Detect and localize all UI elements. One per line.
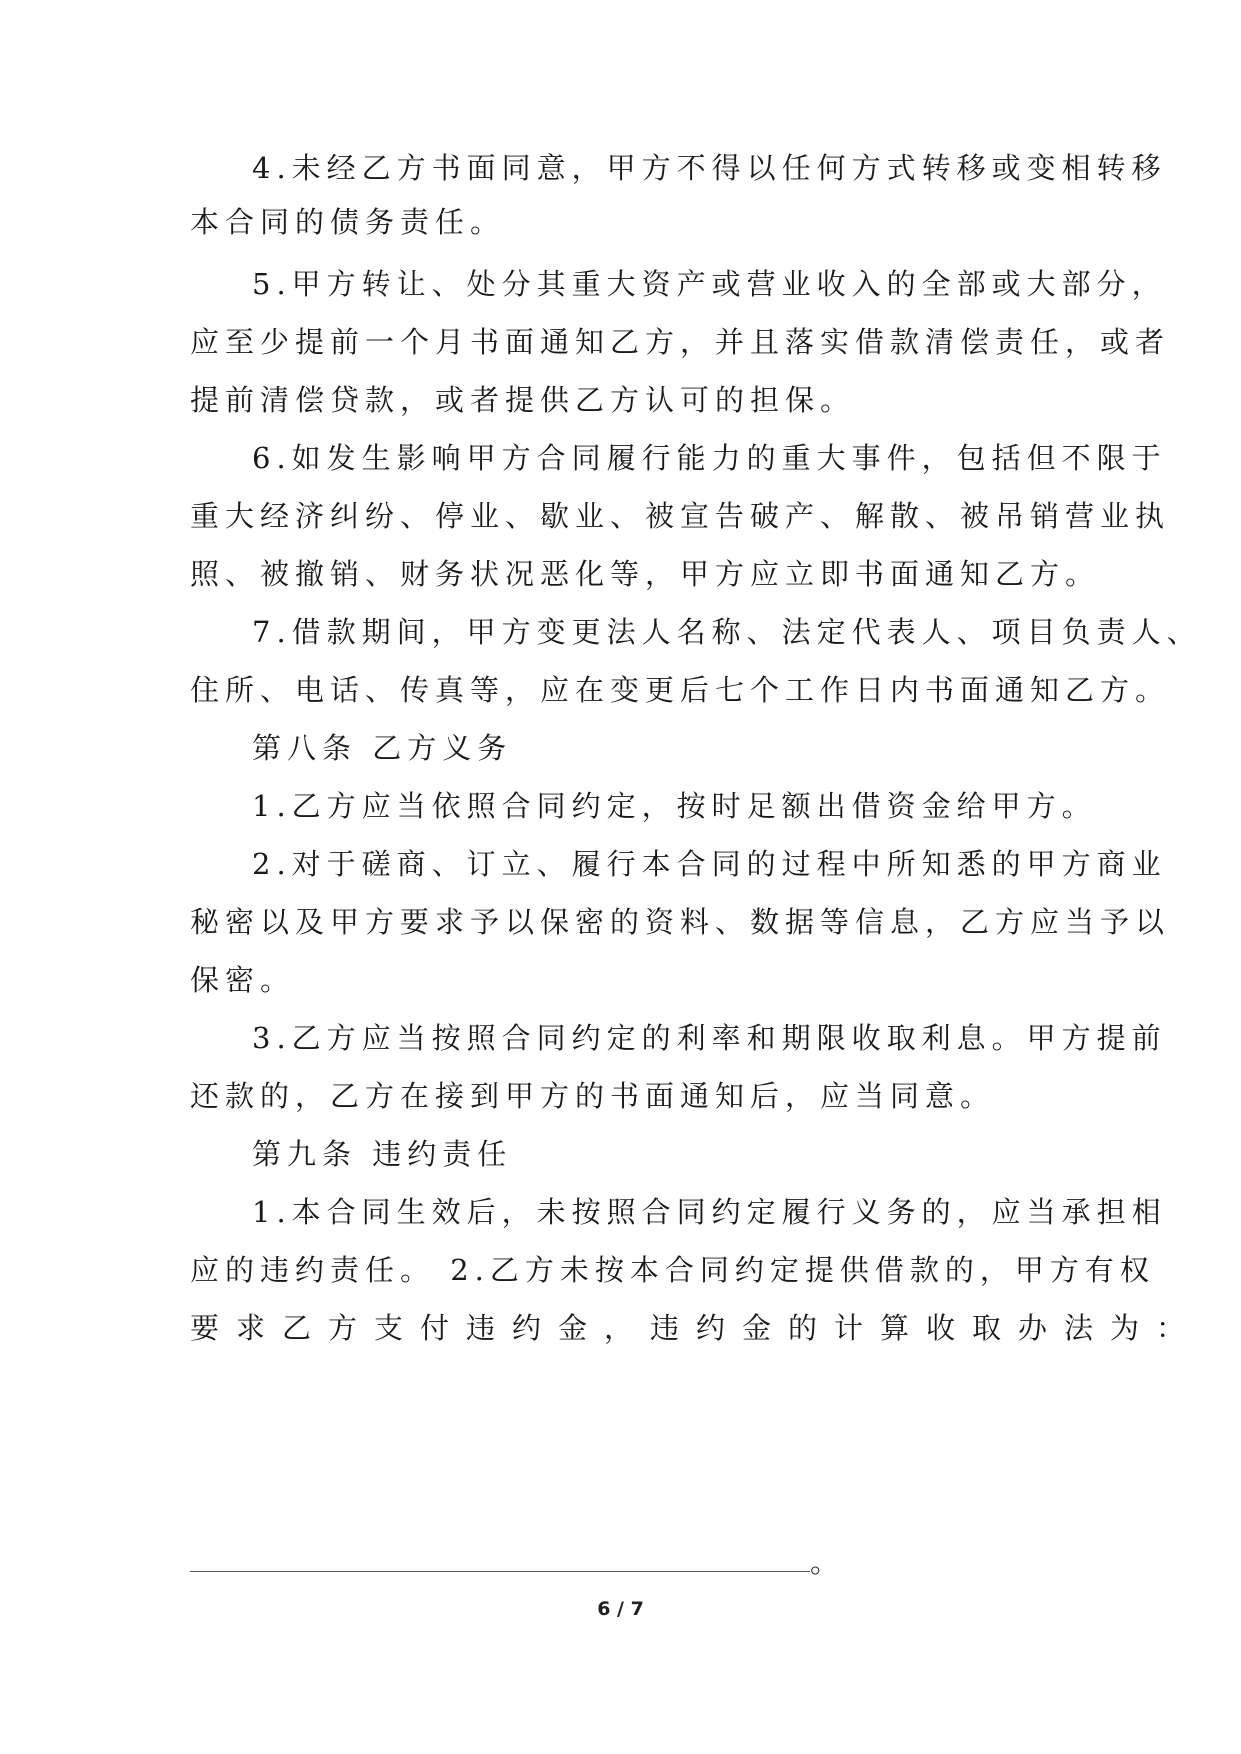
clause-7-item-5-cont-2: 提前清偿贷款，或者提供乙方认可的担保。 [190,383,856,417]
clause-7-item-4: 4.未经乙方书面同意，甲方不得以任何方式转移或变相转移 [252,151,1167,185]
fill-in-blank-line [190,1542,839,1582]
clause-7-item-6: 6.如发生影响甲方合同履行能力的重大事件，包括但不限于 [252,441,1167,475]
section-heading-article-9: 第九条 违约责任 [252,1137,513,1171]
clause-8-item-2: 2.对于磋商、订立、履行本合同的过程中所知悉的甲方商业 [252,847,1167,881]
clause-9-item-2-cont: 要求乙方支付违约金，违约金的计算收取办法为： [190,1311,1203,1345]
clause-7-item-6-cont-1: 重大经济纠纷、停业、歇业、被宣告破产、解散、被吊销营业执 [190,499,1171,533]
clause-8-item-3-cont: 还款的，乙方在接到甲方的书面通知后，应当同意。 [190,1079,996,1113]
page-number: 6 / 7 [597,1598,644,1620]
clause-7-item-7: 7.借款期间，甲方变更法人名称、法定代表人、项目负责人、 [252,615,1202,649]
clause-8-item-2-cont-1: 秘密以及甲方要求予以保密的资料、数据等信息，乙方应当予以 [190,905,1171,939]
clause-8-item-1: 1.乙方应当依照合同约定，按时足额出借资金给甲方。 [252,789,1097,823]
clause-9-item-1: 1.本合同生效后，未按照合同约定履行义务的，应当承担相 [252,1195,1167,1229]
clause-7-item-5-cont-1: 应至少提前一个月书面通知乙方，并且落实借款清偿责任，或者 [190,325,1171,359]
clause-7-item-5: 5.甲方转让、处分其重大资产或营业收入的全部或大部分， [252,267,1167,301]
clause-8-item-3: 3.乙方应当按照合同约定的利率和期限收取利息。甲方提前 [252,1021,1167,1055]
blank-line-period: 。 [810,1545,840,1579]
section-heading-article-8: 第八条 乙方义务 [252,731,513,765]
clause-9-item-1-cont: 应的违约责任。 2.乙方未按本合同约定提供借款的，甲方有权 [190,1253,1155,1287]
clause-7-item-7-cont: 住所、电话、传真等，应在变更后七个工作日内书面通知乙方。 [190,673,1171,707]
clause-7-item-6-cont-2: 照、被撤销、财务状况恶化等，甲方应立即书面通知乙方。 [190,557,1101,591]
clause-8-item-2-cont-2: 保密。 [190,963,296,997]
clause-7-item-4-cont: 本合同的债务责任。 [190,205,506,239]
blank-underline [190,1570,810,1572]
